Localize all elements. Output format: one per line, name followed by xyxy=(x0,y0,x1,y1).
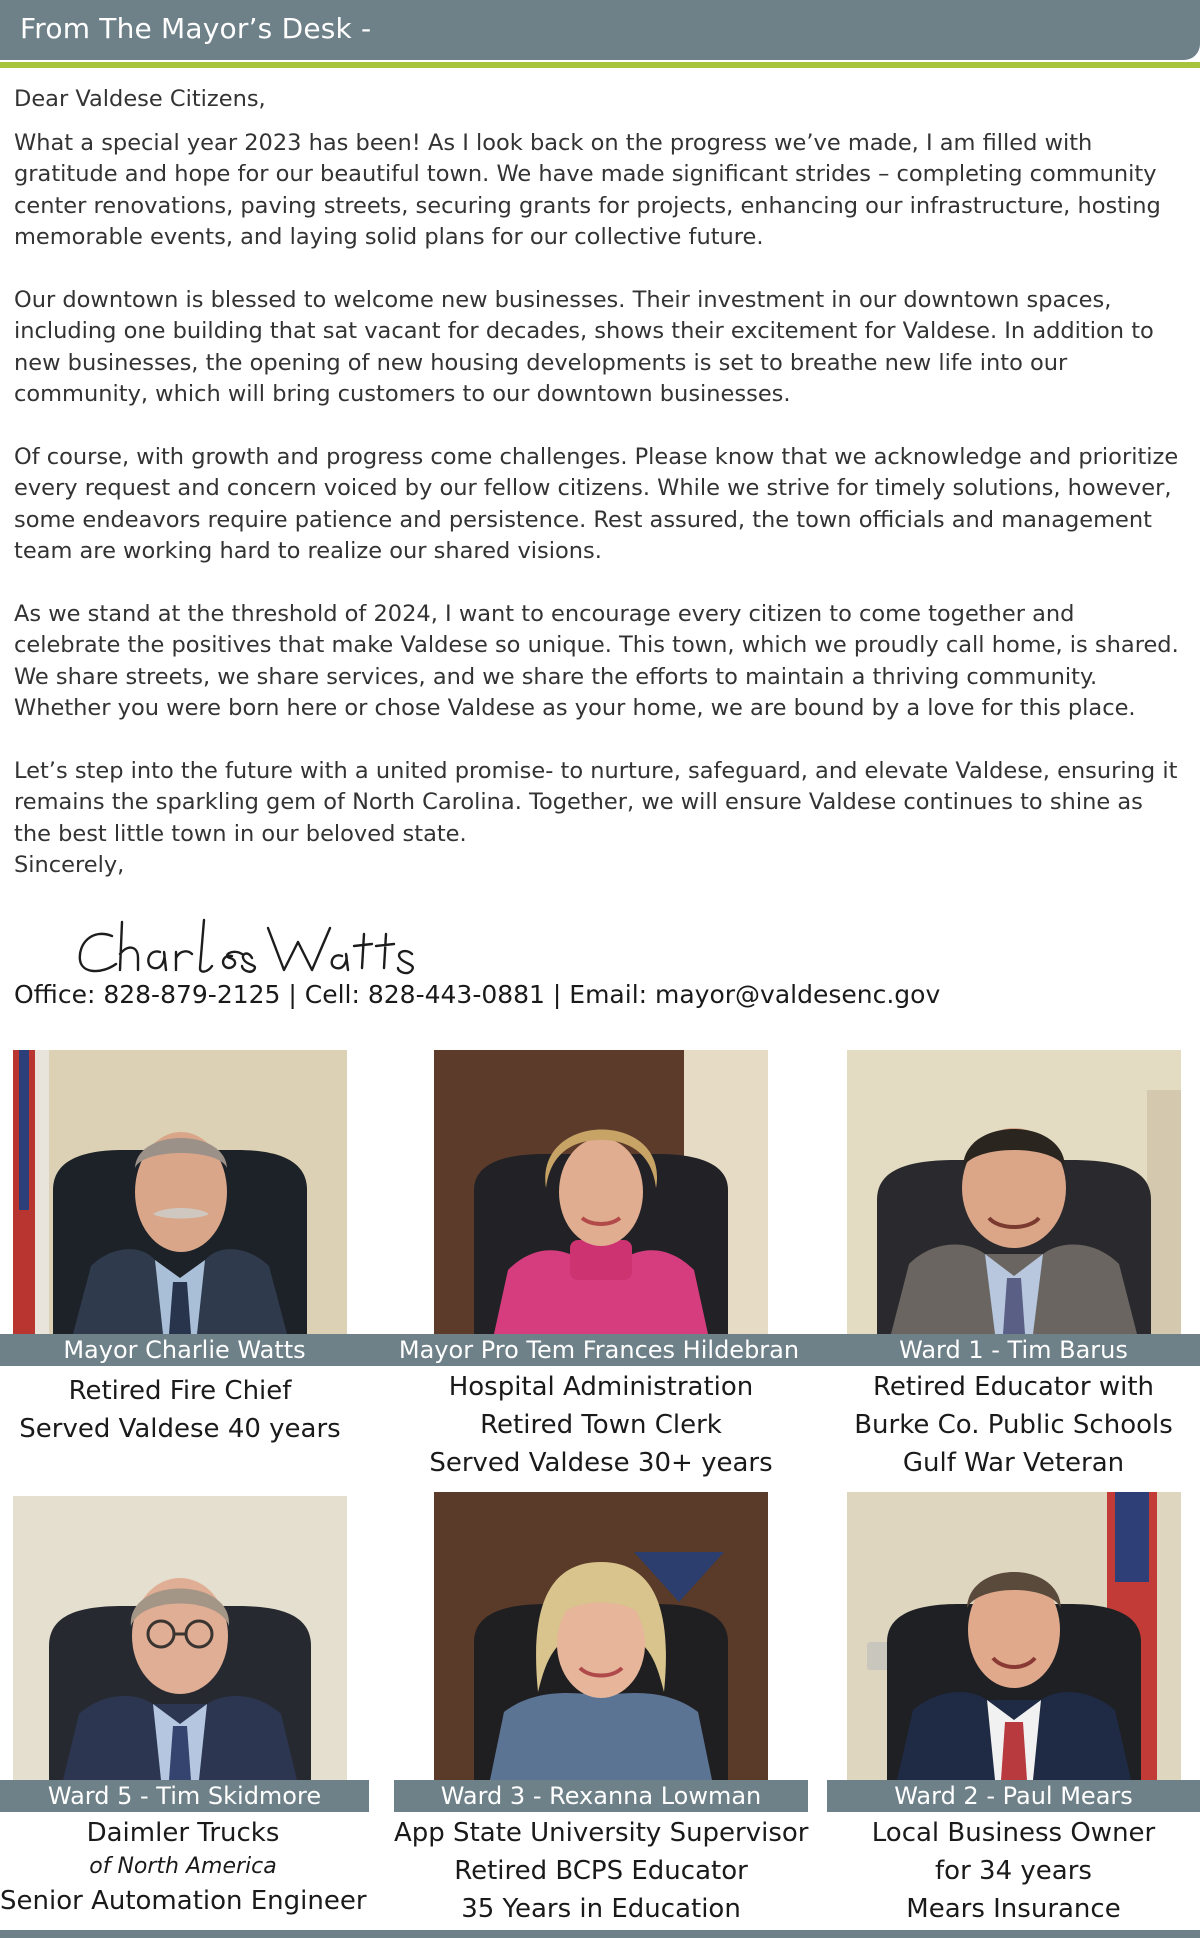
handwritten-signature xyxy=(72,908,452,988)
official-name-bar xyxy=(0,1334,369,1366)
official-description xyxy=(827,1814,1200,1928)
official-name: Mayor Pro Tem Frances Hildebran xyxy=(398,1336,800,1364)
official-photo xyxy=(847,1492,1181,1780)
letter-paragraph: As we stand at the threshold of 2024, I want to encourage every citizen to come together and celebrate the positives that make Valdese so unique. This town, which we proudly call home, is shared. We share streets, we share services, and we share the efforts to maintain a thriving community. Whether you were born here or chose Valdese as your home, we are bound by a love for this place. xyxy=(14,600,1179,721)
official-detail: 35 Years in Education xyxy=(461,1894,741,1924)
official-description xyxy=(0,1814,366,1920)
official-card xyxy=(13,1050,347,1444)
official-name: Ward 1 - Tim Barus xyxy=(899,1336,1128,1364)
official-detail: Local Business Owner xyxy=(871,1818,1156,1848)
official-name-bar xyxy=(827,1780,1200,1812)
official-card xyxy=(398,1050,800,1478)
official-detail: App State University Supervisor xyxy=(394,1818,809,1848)
official-description xyxy=(404,1368,798,1482)
official-detail: Daimler Trucks xyxy=(86,1818,280,1848)
official-detail: Retired Town Clerk xyxy=(480,1410,722,1440)
official-detail: for 34 years xyxy=(935,1856,1092,1886)
official-card xyxy=(847,1050,1181,1478)
official-photo xyxy=(13,1496,347,1780)
official-detail: Gulf War Veteran xyxy=(902,1448,1125,1478)
official-photo xyxy=(847,1050,1181,1334)
letter-paragraph: Of course, with growth and progress come challenges. Please know that we acknowledge and prioritize every request and concern voiced by our fellow citizens. While we strive for timely solutions, however, some endeavors require patience and persistence. Rest assured, the town officials and management team are working hard to realize our shared visions. xyxy=(14,443,1179,564)
official-detail: Retired BCPS Educator xyxy=(454,1856,748,1886)
official-name-bar xyxy=(394,1780,808,1812)
letter-closing: Sincerely, xyxy=(14,852,125,878)
official-card xyxy=(847,1492,1181,1924)
page-header xyxy=(0,0,1200,60)
official-detail: Burke Co. Public Schools xyxy=(854,1410,1173,1440)
letter-salutation: Dear Valdese Citizens, xyxy=(14,86,266,112)
official-name: Ward 5 - Tim Skidmore xyxy=(47,1782,322,1810)
official-photo xyxy=(434,1050,768,1334)
official-name-bar xyxy=(364,1334,834,1366)
official-detail: Served Valdese 40 years xyxy=(19,1414,341,1444)
official-photo xyxy=(13,1050,347,1334)
page-title: From The Mayor’s Desk - xyxy=(20,12,372,45)
footer-divider xyxy=(0,1930,1200,1938)
letter-paragraph: What a special year 2023 has been! As I look back on the progress we’ve made, I am filled with gratitude and hope for our beautiful town. We have made significant strides – completing community center renovations, paving streets, securing grants for projects, enhancing our infrastructure, hosting memorable events, and laying solid plans for our collective future. xyxy=(14,129,1161,250)
official-detail: Hospital Administration xyxy=(448,1372,754,1402)
official-name: Ward 3 - Rexanna Lowman xyxy=(440,1782,762,1810)
official-detail: Mears Insurance xyxy=(906,1894,1121,1924)
official-name-bar xyxy=(0,1780,369,1812)
official-description xyxy=(394,1814,808,1928)
official-detail: of North America xyxy=(89,1854,277,1879)
letter-paragraph: Our downtown is blessed to welcome new businesses. Their investment in our downtown spaces, including one building that sat vacant for decades, shows their excitement for Valdese. In addition to new businesses, the opening of new housing developments is set to breathe new life into our community, which will bring customers to our downtown businesses. xyxy=(14,286,1154,407)
letter-paragraph: Let’s step into the future with a united promise- to nurture, safeguard, and elevate Valdese, ensuring it remains the sparkling gem of North Carolina. Together, we will ensure Valdese continues to shine as the best little town in our beloved state. xyxy=(14,757,1178,847)
official-card xyxy=(394,1492,809,1924)
official-name: Ward 2 - Paul Mears xyxy=(894,1782,1133,1810)
official-card xyxy=(0,1496,367,1916)
header-accent-divider xyxy=(0,62,1200,68)
official-detail: Served Valdese 30+ years xyxy=(429,1448,773,1478)
official-name-bar xyxy=(827,1334,1200,1366)
official-photo xyxy=(434,1492,768,1780)
official-detail: Senior Automation Engineer xyxy=(0,1886,367,1916)
official-description xyxy=(827,1368,1200,1482)
contact-info: Office: 828-879-2125 | Cell: 828-443-0881 | Email: mayor@valdesenc.gov xyxy=(14,980,941,1009)
official-detail: Retired Educator with xyxy=(872,1372,1155,1402)
official-description xyxy=(0,1372,360,1448)
official-name: Mayor Charlie Watts xyxy=(63,1336,306,1364)
official-detail: Retired Fire Chief xyxy=(68,1376,292,1406)
mayor-letter xyxy=(14,84,1186,882)
